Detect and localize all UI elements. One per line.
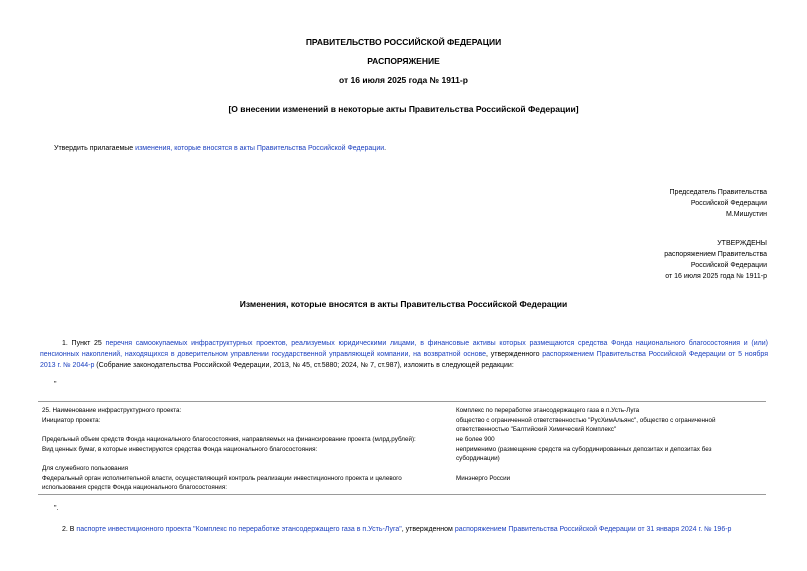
signature-org: Российской Федерации [690,200,767,207]
intro-paragraph [54,145,386,152]
document-title: [О внесении изменений в некоторые акты Правительства Российской Федерации] [228,104,579,114]
item-2-prefix: 2. В [62,526,77,533]
table-row-6-label: Федеральный орган исполнительной власти, осуществляющий контроль реализации инвестиционного проекта и целевого использования средств Фонда национального благосостояния: [42,475,402,491]
table-bottom-rule [38,494,766,495]
approval-line-2: распоряжением Правительства [664,251,767,258]
item-2-passport-link[interactable]: паспорте инвестиционного проекта "Комплекс по переработке этансодержащего газа в п.Усть-Луга" [76,526,402,533]
government-heading: ПРАВИТЕЛЬСТВО РОССИЙСКОЙ ФЕДЕРАЦИИ [305,37,502,47]
table-row-1-label: 25. Наименование инфраструктурного проекта: [42,407,182,414]
intro-changes-link[interactable]: изменения, которые вносятся в акты Правительства Российской Федерации [135,145,385,152]
table-row-1-value: Комплекс по переработке этансодержащего газа в п.Усть-Луга [456,407,640,414]
document-date: от 16 июля 2025 года № 1911-р [339,75,468,85]
table-row-2-value: общество с ограниченной ответственностью "РусХимАльянс", общество с ограниченной ответственностью "Балтийский Химический Комплекс" [456,417,716,433]
table-row-3-label: Предельный объем средств Фонда национального благосостояния, направляемых на финансирование проекта (млрд.рублей): [42,436,416,443]
table-row-4-value: неприменимо (размещение средств на субординированных депозитах и депозитах без субординации) [456,446,712,462]
item-1-order-link[interactable]: распоряжением Правительства Российской Федерации от 5 ноября 2013 г. № 2044-р [40,351,768,369]
item-1-suffix: (Собрание законодательства Российской Федерации, 2013, № 45, ст.5880; 2024, № 7, ст.987), изложить в следующей редакции: [94,362,514,369]
intro-suffix: . [384,145,387,152]
approval-line-3: Российской Федерации [690,262,767,269]
approval-block [664,238,767,282]
quote-close: ". [54,505,59,512]
approval-date: от 16 июля 2025 года № 1911-р [665,273,767,280]
intro-prefix: Утвердить прилагаемые [54,145,136,152]
table-row-4-label: Вид ценных бумаг, в которые инвестируются средства Фонда национального благосостояния: [42,446,318,453]
quote-open: " [54,381,57,388]
document-type: РАСПОРЯЖЕНИЕ [367,56,440,66]
table-row-3-value: не более 900 [456,436,495,443]
item-1-prefix: 1. Пункт 25 [62,340,106,347]
item-1-list-link[interactable]: перечня самоокупаемых инфраструктурных проектов, реализуемых юридическими лицами, в финансовые активы которых размещаются средства Фонда национального благосостояния и (или) пенсионных накоплений, находящихся в доверительном управлении государственной управляющей компании, на возвратной основе [40,340,768,358]
table-row-2-label: Инициатор проекта: [42,417,101,424]
signature-name: М.Мишустин [725,211,767,218]
item-2-mid: , утвержденном [401,526,455,533]
item-1-mid: , утвержденного [486,351,543,358]
changes-heading: Изменения, которые вносятся в акты Правительства Российской Федерации [239,299,568,309]
item-2-order-link[interactable]: распоряжением Правительства Российской Федерации от 31 января 2024 г. № 196-р [454,526,732,533]
approval-title: УТВЕРЖДЕНЫ [717,240,767,247]
table-top-rule [38,401,766,402]
signature-block [670,187,767,220]
item-1-paragraph [40,338,768,371]
item-2-paragraph [40,524,768,535]
table-row-6-value: Минэнерго России [456,475,511,482]
table-row-5-label: Для служебного пользования [42,465,129,472]
signature-position: Председатель Правительства [669,189,767,196]
